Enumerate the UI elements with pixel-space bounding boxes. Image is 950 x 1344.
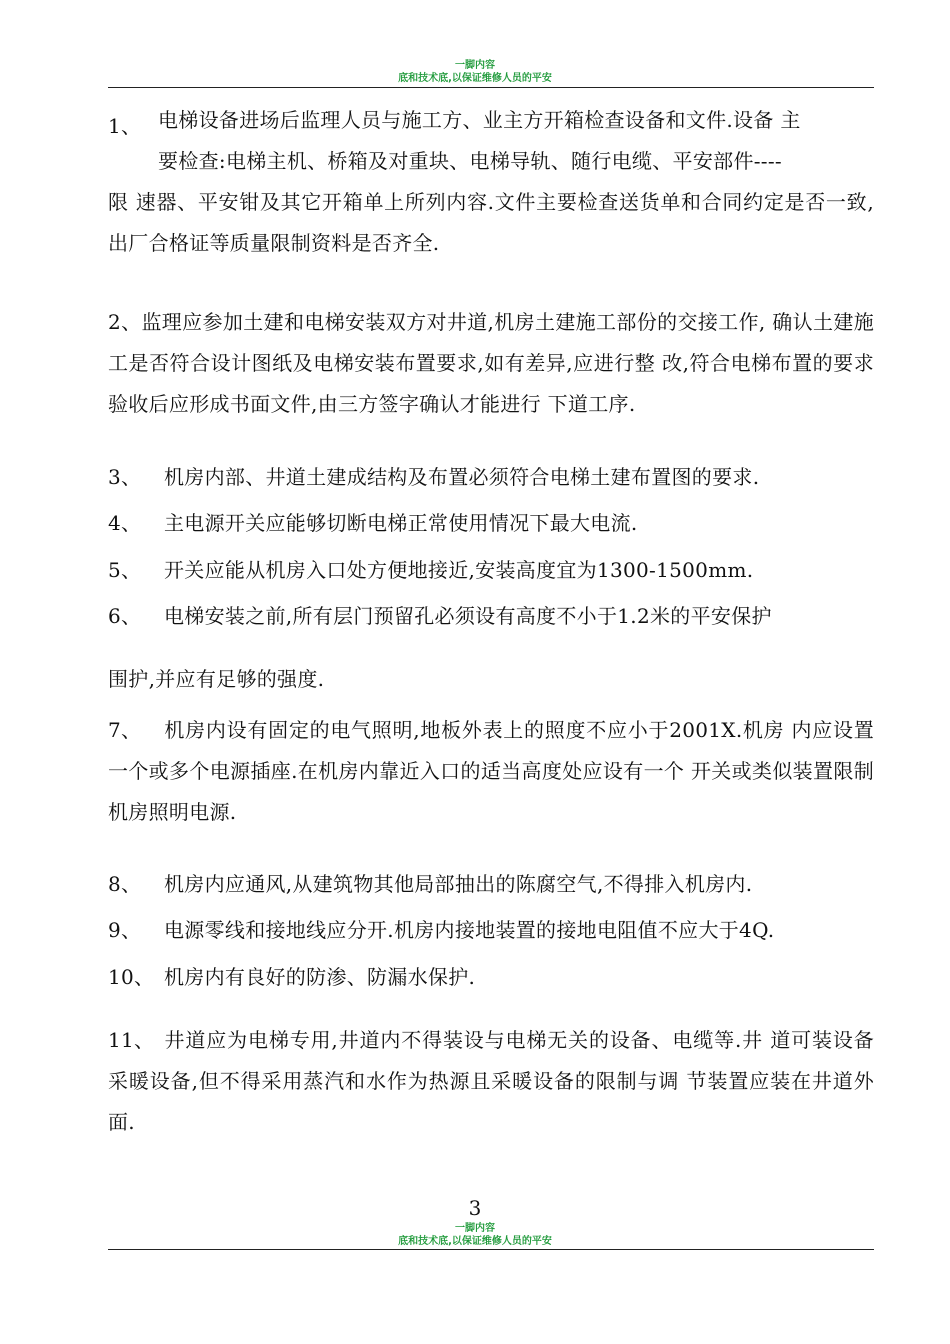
- item-text: 机房内应通风,从建筑物其他局部抽出的陈腐空气,不得排入机房内.: [164, 872, 753, 896]
- item-text: 电源零线和接地线应分开.机房内接地装置的接地电阻值不应大于4Q.: [164, 918, 775, 942]
- item-text-rest: 限 速器、平安钳及其它开箱单上所列内容.文件主要检查送货单和合同约定是否一致,出厂合格证等质量限制资料是否齐全.: [108, 190, 874, 255]
- list-item-7: [108, 710, 874, 833]
- item-number: 6、: [108, 604, 142, 628]
- item-number: 9、: [108, 918, 142, 942]
- list-item-9: [108, 910, 874, 951]
- footer-line-2: 底和技术底,以保证维修人员的平安: [398, 1236, 552, 1247]
- list-item-6: [108, 596, 874, 637]
- item-number: 11、: [108, 1028, 155, 1052]
- footer-line-1: 一脚内容: [455, 1223, 495, 1234]
- item-text: 机房内设有固定的电气照明,地板外表上的照度不应小于2001X.机房 内应设置一个或多个电源插座.在机房内靠近入口的适当高度处应设有一个 开关或类似装置限制机房照明电源.: [108, 718, 874, 824]
- header-line-1: 一脚内容: [455, 60, 495, 71]
- page-header: [0, 59, 950, 85]
- item-text-line-a: 电梯设备进场后监理人员与施工方、业主方开箱检查设备和文件.设备 主: [158, 108, 801, 132]
- item-number: 5、: [108, 558, 142, 582]
- item-text: 电梯安装之前,所有层门预留孔必须设有高度不小于1.2米的平安保护: [164, 604, 772, 628]
- item-text: 主电源开关应能够切断电梯正常使用情况下最大电流.: [164, 511, 638, 535]
- list-item-5: [108, 550, 874, 591]
- header-line-2: 底和技术底,以保证维修人员的平安: [398, 73, 552, 84]
- list-item-10: [108, 957, 874, 998]
- item-text-line-b: 要检查:电梯主机、桥箱及对重块、电梯导轨、随行电缆、平安部件----: [158, 149, 782, 173]
- item-text-cont: 围护,并应有足够的强度.: [108, 667, 325, 691]
- item-number: 1、: [108, 114, 142, 138]
- item-text: 井道应为电梯专用,井道内不得装设与电梯无关的设备、电缆等.井 道可装设备采暖设备,但不得采用蒸汽和水作为热源且采暖设备的限制与调 节装置应装在井道外面.: [108, 1028, 874, 1134]
- item-text: 监理应参加土建和电梯安装双方对井道,机房土建施工部份的交接工作, 确认土建施工是否符合设计图纸及电梯安装布置要求,如有差异,应进行整 改,符合电梯布置的要求验收后应形成书面文件,由三方签字确认才能进行 下道工序.: [108, 310, 874, 416]
- item-number: 10、: [108, 965, 155, 989]
- list-item-1: [108, 100, 874, 264]
- item-number: 8、: [108, 872, 142, 896]
- item-text: 机房内部、井道土建成结构及布置必须符合电梯土建布置图的要求.: [164, 465, 760, 489]
- item-number: 4、: [108, 511, 142, 535]
- item-number: 7、: [108, 718, 142, 742]
- list-item-3: [108, 457, 874, 498]
- page-footer: [0, 1222, 950, 1248]
- item-text: 开关应能从机房入口处方便地接近,安装高度宜为1300-1500mm.: [164, 558, 754, 582]
- list-item-4: [108, 503, 874, 544]
- item-text: 机房内有良好的防渗、防漏水保护.: [164, 965, 476, 989]
- item-number: 3、: [108, 465, 142, 489]
- list-item-2: [108, 302, 874, 425]
- footer-rule: [108, 1249, 874, 1250]
- list-item-8: [108, 864, 874, 905]
- list-item-11: [108, 1020, 874, 1143]
- item-number: 2、: [108, 310, 142, 334]
- page-number: 3: [468, 1196, 482, 1220]
- header-rule: [108, 87, 874, 88]
- list-item-6-continued: [108, 659, 874, 700]
